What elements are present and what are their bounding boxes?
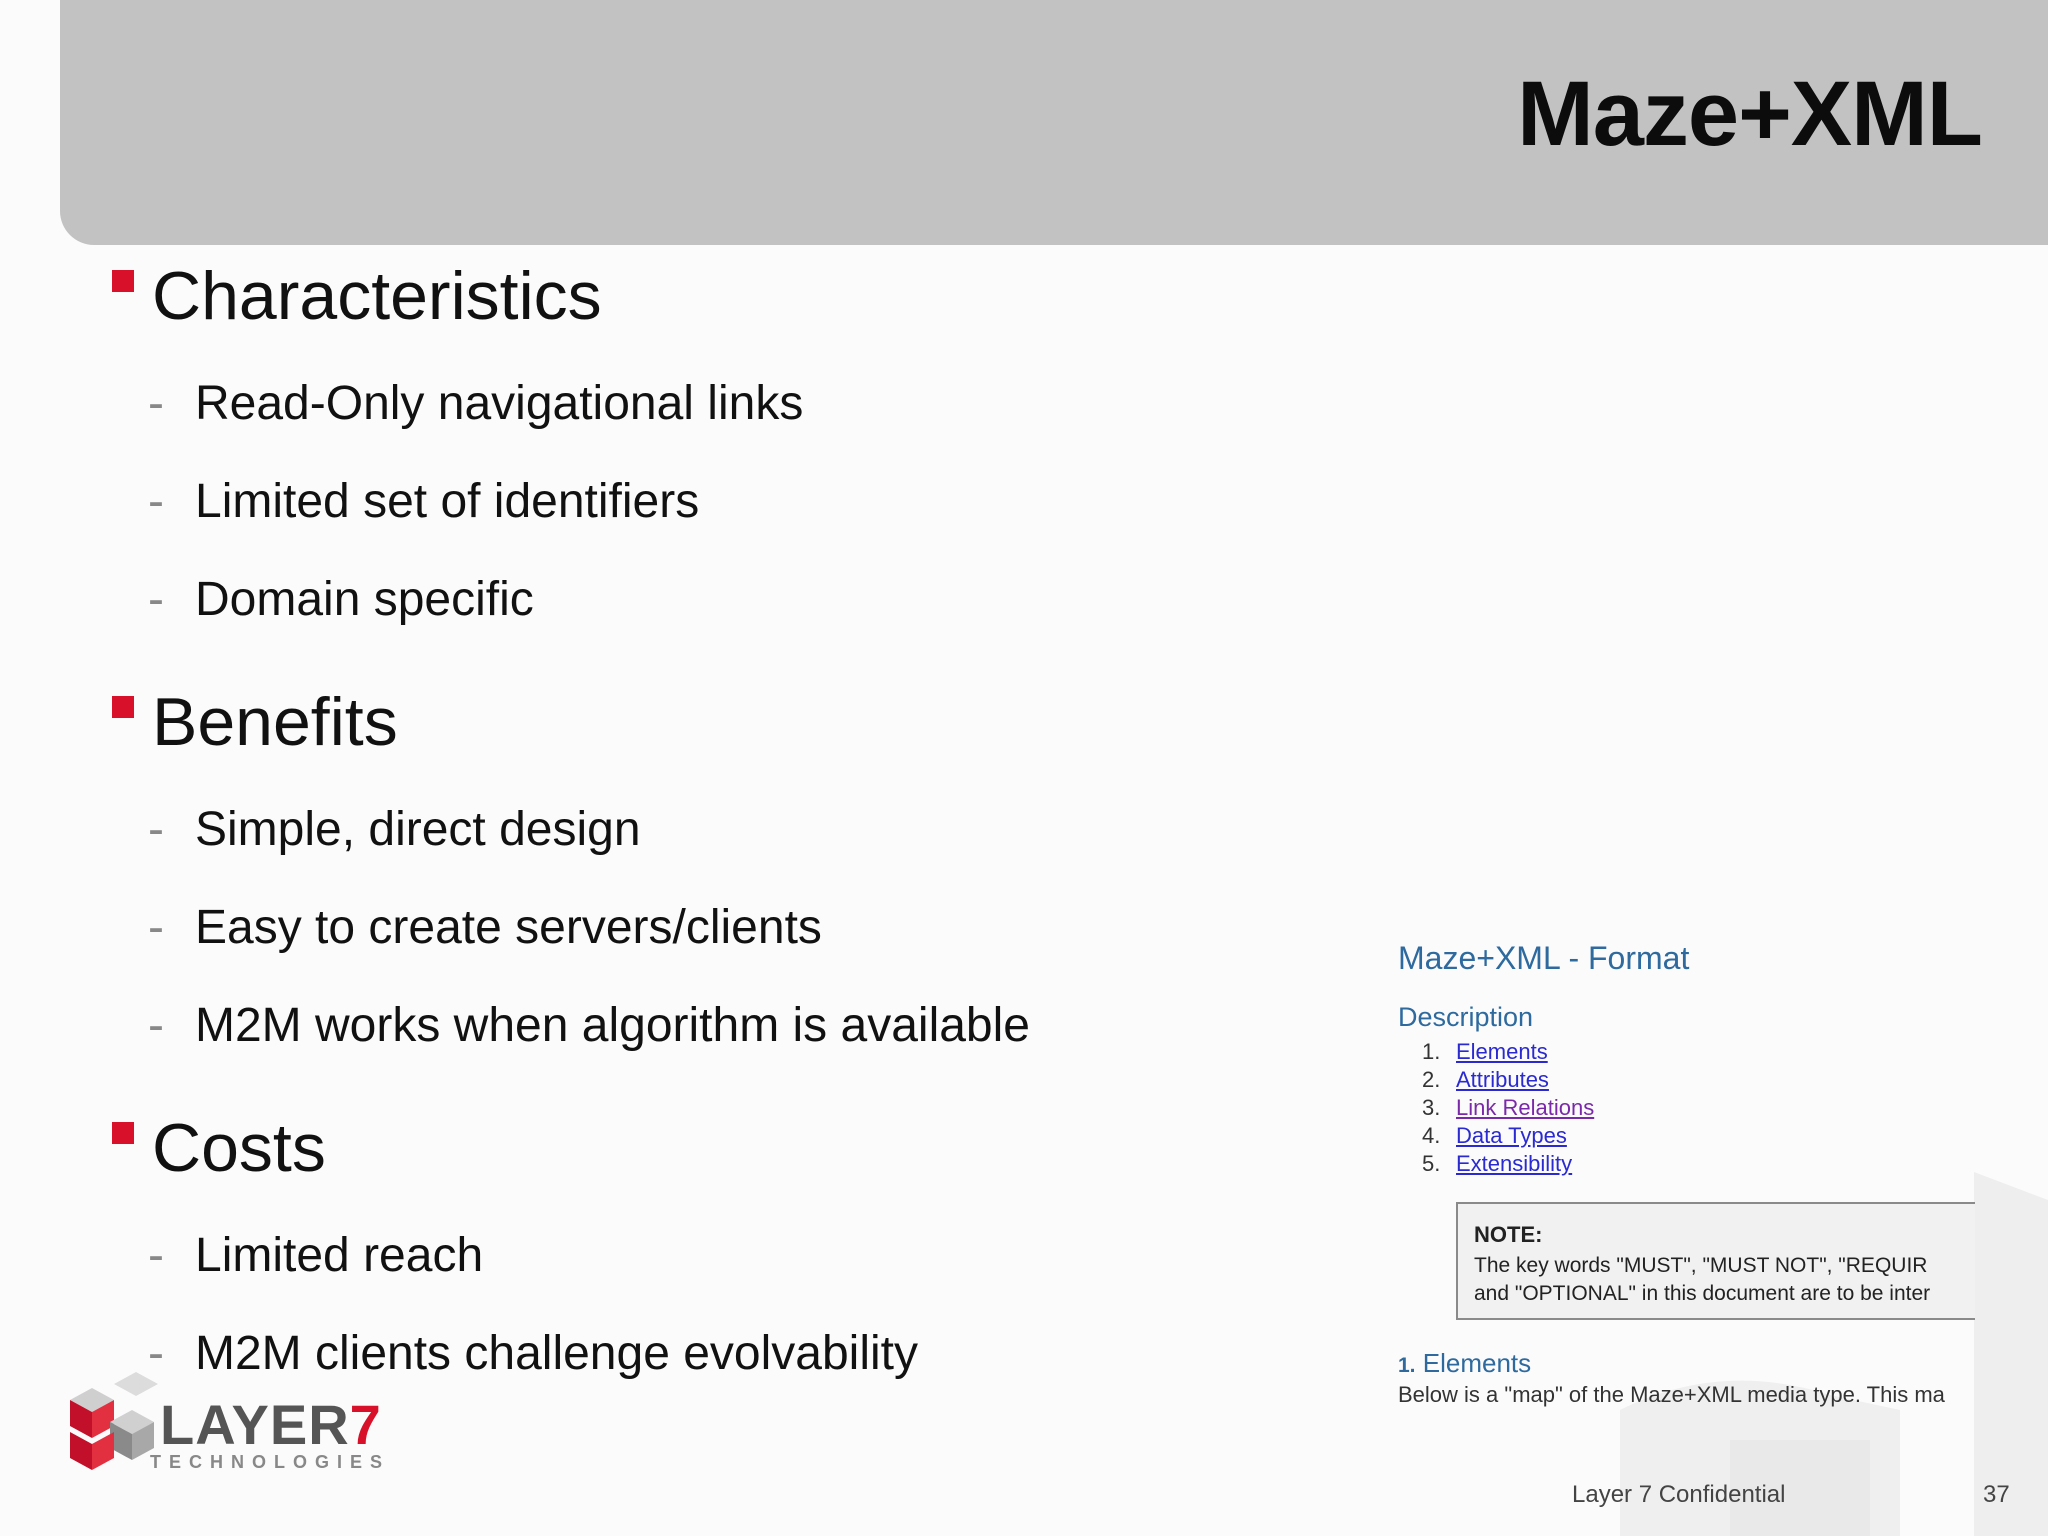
toc-link-elements[interactable]: Elements xyxy=(1456,1039,1548,1064)
elements-text: Below is a "map" of the Maze+XML media type. This ma xyxy=(1398,1382,1945,1407)
square-bullet-icon xyxy=(112,1122,134,1144)
toc-item: 5. Extensibility xyxy=(1422,1151,1573,1176)
doc-toc xyxy=(1422,1038,1594,1178)
toc-item: 1. Elements xyxy=(1422,1039,1548,1064)
doc-title: Maze+XML - Format xyxy=(1398,940,1690,976)
logo-wordmark: LAYER7 xyxy=(160,1393,382,1456)
toc-item: 2. Attributes xyxy=(1422,1067,1549,1092)
slide: Maze+XML Characteristics - Read-Only navigational links - Limited set of identifiers - Domain specific Benefits - Simple, direct design - Easy to create servers/clients - M2M works when algorithm is available Costs - Limited reach - M2M clients challenge evolvability Maze+XML - Format Description 1. Elements 2. Attributes 3. Link Relations 4. Data Types 5. Extensibility NOTE: The key words "MUST", "MUST NOT", "REQUIR and "OPTIONAL" in this document are to be inter 1. Elements Below is a "map" of the Maze+XML media type. This ma LAYER7 TECHNOLOGIES Layer 7 Confidential 37 xyxy=(0,0,2048,1536)
elements-heading: 1. Elements xyxy=(1398,1348,1532,1378)
square-bullet-icon xyxy=(112,270,134,292)
note-box xyxy=(1456,1202,1975,1320)
page-number: 37 xyxy=(1983,1481,2010,1508)
footer-confidential: Layer 7 Confidential xyxy=(1572,1481,1786,1508)
note-text: The key words "MUST", "MUST NOT", "REQUIR xyxy=(1474,1254,1928,1277)
toc-item: 3. Link Relations xyxy=(1422,1095,1595,1120)
embedded-doc-screenshot xyxy=(1390,930,1975,1410)
logo-subtitle: TECHNOLOGIES xyxy=(150,1452,391,1472)
toc-item: 4. Data Types xyxy=(1422,1123,1567,1148)
toc-link-attributes[interactable]: Attributes xyxy=(1456,1067,1549,1092)
toc-link-extensibility[interactable]: Extensibility xyxy=(1456,1151,1573,1176)
square-bullet-icon xyxy=(112,696,134,718)
note-text: and "OPTIONAL" in this document are to be inter xyxy=(1474,1282,1931,1305)
doc-description-heading: Description xyxy=(1398,1002,1534,1032)
toc-link-data-types[interactable]: Data Types xyxy=(1456,1123,1567,1148)
slide-title: Maze+XML xyxy=(1517,63,1982,165)
note-heading: NOTE: xyxy=(1474,1222,1543,1247)
toc-link-link-relations[interactable]: Link Relations xyxy=(1456,1095,1595,1120)
